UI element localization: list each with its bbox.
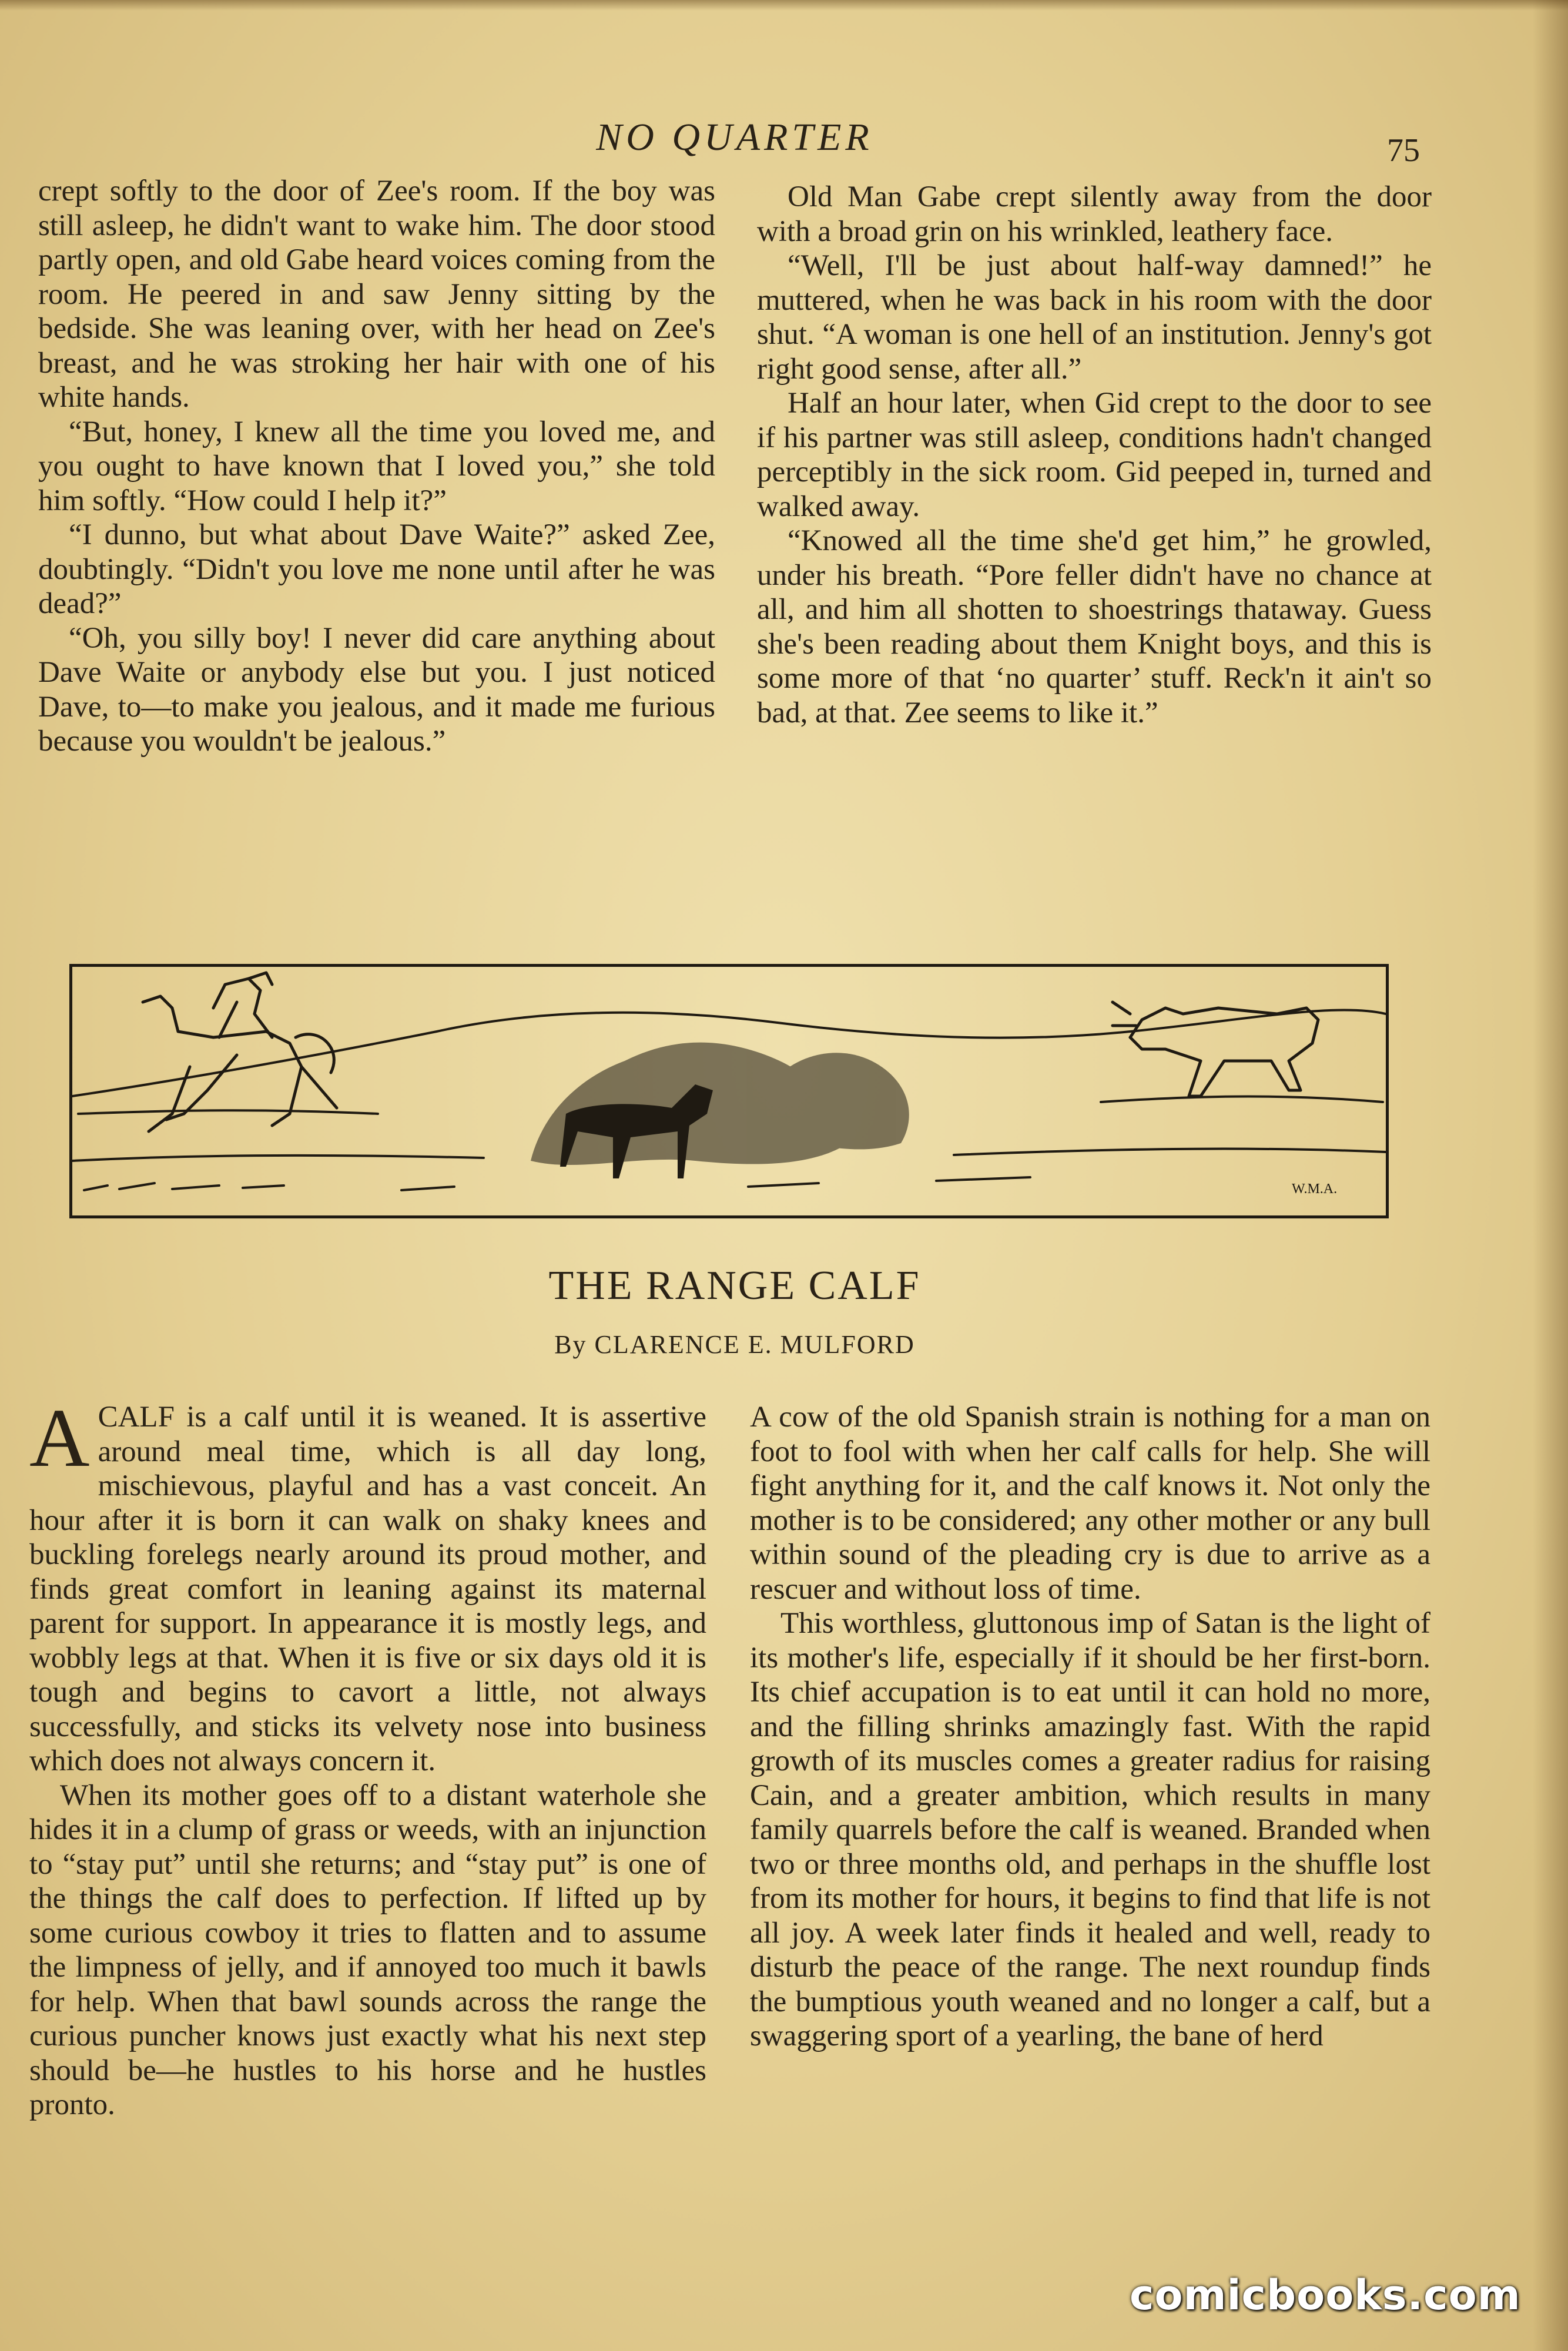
page-edge-shadow <box>1533 0 1568 2351</box>
paragraph: Half an hour later, when Gid crept to the door to see if his partner was still asleep, conditions hadn't changed perceptibly in the sick room. Gid peeped in, turned and walked away. <box>757 387 1432 523</box>
paragraph: Old Man Gabe crept silently away from the door with a broad grin on his wrinkled, leathery face. <box>757 180 1432 248</box>
illustration-drawing <box>72 967 1386 1215</box>
story-byline: By CLARENCE E. MULFORD <box>554 1330 915 1359</box>
story-right-column <box>750 1400 1430 2054</box>
story-title: THE RANGE CALF <box>548 1263 921 1308</box>
watermark: comicbooks.com <box>1130 2271 1521 2319</box>
paragraph: “Oh, you silly boy! I never did care anything about Dave Waite or anybody else but you. I just noticed Dave, to—to make you jealous, and it made me furious because you wouldn't be jealous.” <box>38 621 715 758</box>
page-number: 75 <box>1387 132 1420 169</box>
drop-cap: A <box>29 1391 90 1484</box>
illustration-signature: W.M.A. <box>1292 1181 1338 1197</box>
paragraph: crept softly to the door of Zee's room. If the boy was still asleep, he didn't want to wake him. The door stood partly open, and old Gabe heard voices coming from the room. He peered in and saw Jenny sitting by the bedside. She was leaning over, with her head on Zee's breast, and he was stroking her hair with one of his white hands. <box>38 175 715 414</box>
opening-text: CALF is a calf until it is weaned. It is assertive around meal time, which is all day long, mischievous, playful and has a vast conceit. An hour after it is born it can walk on shaky knees and buckling forelegs nearly around its proud mother, and finds great comfort in leaning against its maternal parent for support. In appearance it is mostly legs, and wobbly legs at that. When it is five or six days old it is tough and begins to cavort a little, not always successfully, and sticks its velvety nose into business which does not always concern it. <box>29 1401 706 1777</box>
paragraph: When its mother goes off to a distant waterhole she hides it in a clump of grass or weeds, with an injunction to “stay put” until she returns; and “stay put” is one of the things the calf does to perfection. If lifted up by some curious cowboy it tries to flatten and to assume the limpness of jelly, and if annoyed too much it bawls for help. When that bawl sounds across the range the curious puncher knows just exactly what his next step should be—he hustles to his horse and he hustles pronto. <box>29 1779 706 2121</box>
paragraph: “Well, I'll be just about half-way damned!” he muttered, when he was back in his room with the door shut. “A woman is one hell of an institution. Jenny's got right good sense, after all.” <box>757 249 1432 386</box>
brush-clump <box>531 1043 909 1165</box>
paragraph: This worthless, gluttonous imp of Satan is the light of its mother's life, especially if it should be her first-born. Its chief accupation is to eat until it can hold no more, and the filling shrinks amazingly fast. With the rapid growth of its muscles comes a greater radius for raising Cain, and a greater ambition, which results in many family quarrels before the calf is weaned. Branded when two or three months old, and perhaps in the shuffle lost from its mother for hours, it begins to find that life is not all joy. A week later finds it healed and well, ready to disturb the peace of the range. The next roundup finds the bumptious youth weaned and no longer a calf, but a swaggering sport of a yearling, the bane of herd <box>750 1607 1430 2052</box>
paragraph: “I dunno, but what about Dave Waite?” asked Zee, doubtingly. “Didn't you love me none until after he was dead?” <box>38 518 715 620</box>
steer-figure <box>1113 1002 1318 1096</box>
ground-scratch <box>84 1177 1030 1190</box>
top-right-column <box>757 180 1432 730</box>
page-top-edge <box>0 0 1568 11</box>
paragraph: “But, honey, I knew all the time you loved me, and you ought to have known that I loved you,” she told him softly. “How could I help it?” <box>38 415 715 517</box>
horse-and-rider-figure <box>143 973 337 1131</box>
top-left-column <box>38 174 715 759</box>
story-left-column <box>29 1391 706 2122</box>
running-head: NO QUARTER <box>596 116 873 159</box>
paragraph: A cow of the old Spanish strain is nothing for a man on foot to fool with when her calf calls for help. She will fight anything for it, and the calf knows it. Not only the mother is to be considered; any other mother or any bull within sound of the pleading cry is due to arrive as a rescuer and without loss of time. <box>750 1401 1430 1606</box>
paragraph: “Knowed all the time she'd get him,” he growled, under his breath. “Pore feller didn't have no chance at all, and him all shotten to shoestrings thataway. Guess she's been reading about them Knight boys, and this is some more of that ‘no quarter’ stuff. Reck'n it ain't so bad, at that. Zee seems to like it.” <box>757 524 1432 729</box>
range-illustration <box>69 964 1389 1218</box>
opening-paragraph <box>29 1391 706 1779</box>
